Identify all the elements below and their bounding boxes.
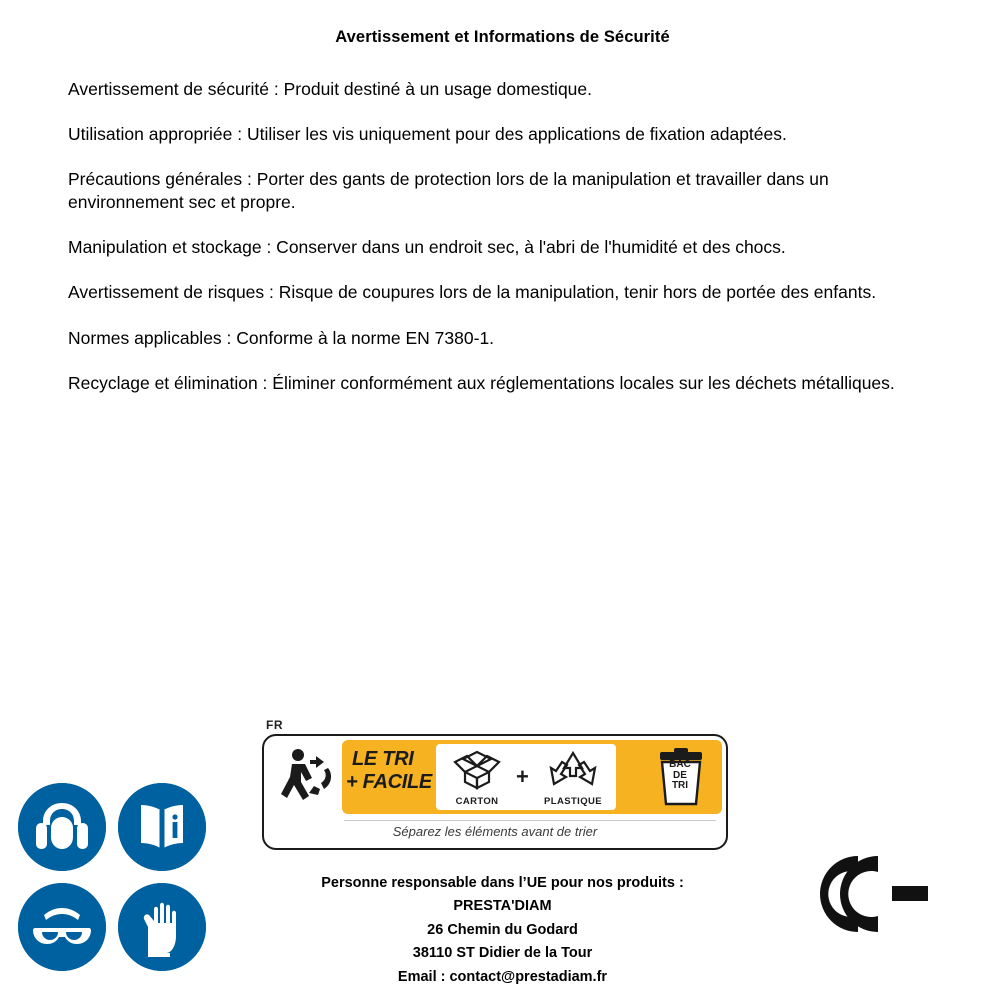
safety-text-block (68, 78, 930, 395)
paragraph-proper-use: Utilisation appropriée : Utiliser les vis uniquement pour des applications de fixation adaptées. (68, 124, 787, 145)
recycle-arrows-icon (537, 746, 609, 790)
tri-slogan-line2: + FACILE (346, 771, 432, 793)
tri-label-box (262, 734, 728, 850)
tri-bin-icon (646, 746, 716, 813)
responsible-address-line1: 26 Chemin du Godard (427, 921, 578, 938)
tri-item-carton (440, 746, 514, 807)
tri-item-carton-caption: CARTON (455, 796, 499, 807)
paragraph-recycling: Recyclage et élimination : Éliminer conformément aux réglementations locales sur les déchets métalliques. (68, 372, 895, 393)
paragraph-standards: Normes applicables : Conforme à la norme EN 7380-1. (68, 327, 495, 348)
tri-bin-line3: TRI (671, 780, 689, 791)
responsible-email: Email : contact@prestadiam.fr (397, 968, 608, 985)
tri-bin-line2: DE (673, 769, 687, 781)
read-manual-icon (118, 783, 206, 871)
tri-footer-text: Séparez les éléments avant de trier (392, 824, 598, 839)
label-country-code: FR (266, 718, 283, 732)
responsible-company: PRESTA'DIAM (453, 898, 552, 915)
tri-item-plastique (536, 746, 610, 807)
ce-marking-icon (800, 842, 950, 946)
responsible-heading: Personne responsable dans l’UE pour nos produits : (321, 875, 684, 891)
tri-item-plastique-caption: PLASTIQUE (544, 796, 602, 807)
page-title: Avertissement et Informations de Sécurité (335, 28, 670, 46)
paragraph-safety-warning: Avertissement de sécurité : Produit destiné à un usage domestique. (68, 79, 593, 99)
tri-slogan-line1: LE TRI (352, 748, 414, 770)
tri-bin-line1: BAC (669, 759, 691, 770)
paragraph-general-precautions: Précautions générales : Porter des gants de protection lors de la manipulation et travailler dans un environnement sec et propre. (68, 169, 829, 213)
paragraph-risk-warning: Avertissement de risques : Risque de coupures lors de la manipulation, tenir hors de portée des enfants. (68, 282, 877, 303)
responsible-address-line2: 38110 ST Didier de la Tour (412, 945, 593, 962)
tri-bin-text (654, 760, 706, 792)
paragraph-handling-storage: Manipulation et stockage : Conserver dans un endroit sec, à l'abri de l'humidité et des chocs. (68, 237, 786, 258)
recycling-sorting-label (262, 718, 732, 848)
tri-plus-sign: + (516, 764, 529, 789)
tri-slogan (346, 748, 436, 794)
carton-box-icon (441, 746, 513, 790)
ear-protection-icon (18, 783, 106, 871)
triman-figure-icon (270, 742, 342, 812)
